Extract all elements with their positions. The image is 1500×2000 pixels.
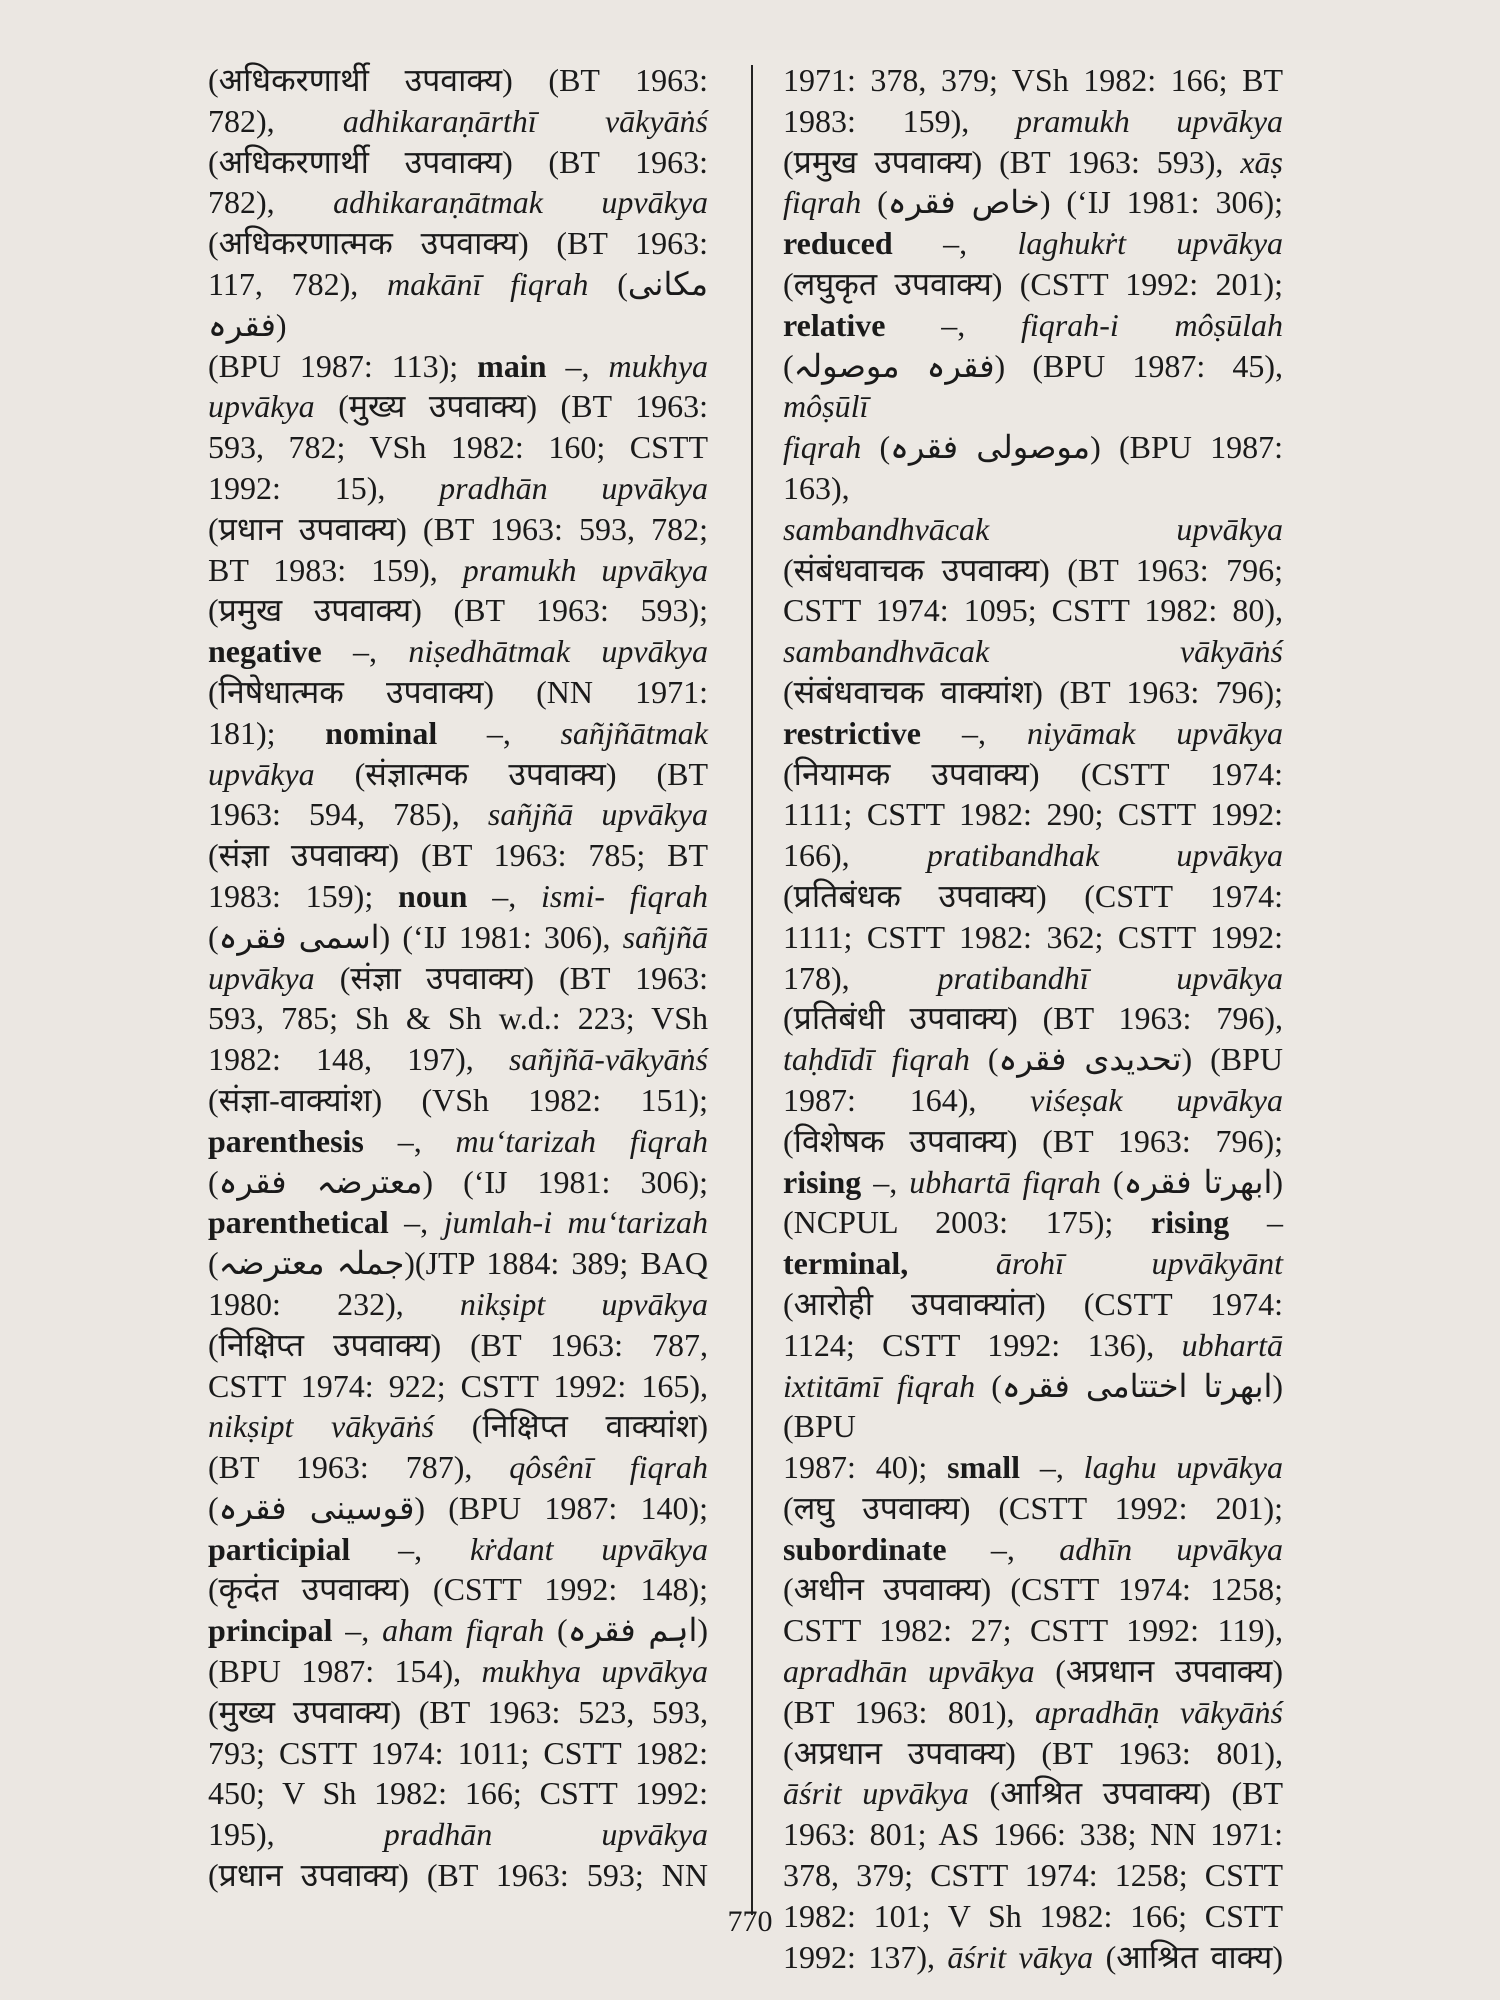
text-line bbox=[208, 550, 708, 591]
text-line bbox=[783, 182, 1283, 223]
text-line bbox=[783, 223, 1283, 264]
transliteration: upvākya bbox=[1176, 837, 1284, 874]
text-line bbox=[783, 1773, 1283, 1814]
headword: terminal, bbox=[783, 1245, 909, 1282]
entry-text: –, bbox=[885, 306, 1021, 343]
entry-text: (प्रधान उपवाक्य) (BT 1963: 593; NN bbox=[208, 1857, 708, 1894]
text-line bbox=[208, 1814, 708, 1855]
page-number: 770 bbox=[727, 1905, 773, 1938]
transliteration: upvākya bbox=[1176, 714, 1283, 751]
transliteration: upvākya bbox=[208, 959, 315, 996]
entry-text: 593, 785; Sh & Sh w.d.: 223; VSh bbox=[208, 1000, 708, 1037]
entry-text: (NCPUL 2003: 175); bbox=[783, 1204, 1152, 1241]
transliteration: qôsênī fiqrah bbox=[509, 1449, 709, 1486]
transliteration: pratibandhak bbox=[926, 837, 1100, 874]
transliteration: adhikaraṇārthī bbox=[342, 102, 537, 139]
entry-text: (निषेधात्मक उपवाक्य) (NN 1971: bbox=[208, 673, 708, 710]
entry-text bbox=[570, 633, 601, 669]
entry-text bbox=[1135, 715, 1176, 751]
entry-text: –, bbox=[861, 1163, 910, 1200]
entry-text bbox=[1089, 960, 1177, 996]
entry-text bbox=[554, 1531, 602, 1567]
entry-text: –, bbox=[350, 1530, 470, 1567]
entry-text: (मुख्य उपवाक्य) (BT 1963: 523, 593, bbox=[208, 1693, 708, 1730]
text-line bbox=[208, 1202, 708, 1243]
transliteration: mukhya upvākya bbox=[481, 1653, 709, 1690]
transliteration: ubhartā fiqrah bbox=[909, 1163, 1101, 1200]
entry-text: (موصولی فقرہ) (BPU 1987: 163), bbox=[783, 429, 1284, 506]
entry-text bbox=[989, 511, 1176, 547]
column-divider bbox=[751, 65, 753, 1915]
text-line bbox=[783, 305, 1283, 346]
text-line bbox=[208, 101, 708, 142]
entry-text: (خاص فقرہ) (‘IJ 1981: 306); bbox=[861, 184, 1284, 221]
entry-text bbox=[576, 552, 601, 588]
text-line bbox=[783, 1651, 1283, 1692]
entry-text bbox=[492, 1816, 601, 1852]
entry-text: CSTT 1982: 27; CSTT 1992: 119), bbox=[783, 1612, 1283, 1649]
transliteration: nikṣipt bbox=[459, 1285, 546, 1322]
text-line bbox=[783, 1529, 1283, 1570]
transliteration: āśrit upvākya bbox=[783, 1775, 969, 1812]
entry-text bbox=[1123, 1082, 1177, 1118]
entry-text: 1987: 164), bbox=[783, 1081, 1031, 1118]
text-line bbox=[783, 1366, 1283, 1448]
entry-text: (جملہ معترضہ)(JTP 1884: 389; BAQ bbox=[208, 1245, 709, 1282]
entry-text bbox=[1132, 1531, 1176, 1567]
text-line bbox=[783, 876, 1283, 917]
entry-text: (BPU 1987: 154), bbox=[208, 1653, 482, 1690]
entry-text bbox=[1064, 1245, 1152, 1281]
entry-text: –, bbox=[437, 714, 561, 751]
entry-text: (मुख्य उपवाक्य) (BT 1963: bbox=[314, 388, 708, 425]
text-line bbox=[783, 998, 1283, 1039]
transliteration: upvākya bbox=[208, 755, 315, 792]
entry-text: (आश्रित वाक्य) bbox=[1093, 1938, 1283, 1975]
entry-text: (अधिकरणार्थी उपवाक्य) (BT 1963: bbox=[208, 62, 708, 98]
entry-text: (निक्षिप्त उपवाक्य) (BT 1963: 787, bbox=[208, 1326, 708, 1363]
left-column bbox=[208, 60, 708, 1896]
text-line bbox=[783, 631, 1283, 672]
transliteration: upvākya bbox=[1176, 1081, 1283, 1118]
text-line bbox=[783, 794, 1283, 835]
transliteration: vākyāṅś bbox=[604, 102, 708, 139]
entry-text: (اہم فقرہ) bbox=[544, 1612, 709, 1649]
text-line bbox=[783, 672, 1283, 713]
text-line bbox=[783, 958, 1283, 999]
entry-text: (प्रधान उपवाक्य) (BT 1963: 593, 782; bbox=[208, 510, 708, 547]
entry-text: 1983: 159); bbox=[208, 877, 399, 914]
transliteration: sañjñā-vākyāṅś bbox=[508, 1041, 708, 1078]
text-line bbox=[208, 876, 708, 917]
headword: subordinate bbox=[783, 1530, 947, 1567]
entry-text: (संबंधवाचक उपवाक्य) (BT 1963: 796; bbox=[783, 551, 1283, 588]
text-line bbox=[208, 1569, 708, 1610]
entry-text: (ابھرتا اختتامی فقرہ) (BPU bbox=[783, 1367, 1284, 1445]
transliteration: sañjñā bbox=[622, 918, 709, 955]
transliteration: mukhya bbox=[608, 347, 709, 384]
transliteration: upvākya bbox=[601, 633, 708, 670]
text-line bbox=[208, 1121, 708, 1162]
transliteration: upvākyānt bbox=[1151, 1245, 1284, 1282]
text-line bbox=[783, 1855, 1283, 1896]
text-line bbox=[208, 794, 708, 835]
transliteration: ārohī bbox=[995, 1245, 1064, 1282]
entry-text: 782), bbox=[208, 184, 334, 221]
entry-text: (आश्रित उपवाक्य) (BT bbox=[968, 1775, 1283, 1812]
text-line bbox=[783, 590, 1283, 631]
text-line bbox=[208, 631, 708, 672]
text-line bbox=[208, 427, 708, 468]
transliteration: mu‘tarizah fiqrah bbox=[455, 1122, 708, 1159]
transliteration: ubhartā bbox=[1181, 1326, 1283, 1363]
text-line bbox=[783, 142, 1283, 183]
entry-text: BT 1983: 159), bbox=[208, 551, 463, 588]
transliteration: sañjñātmak bbox=[560, 714, 708, 751]
transliteration: upvākya bbox=[601, 551, 709, 588]
text-line bbox=[208, 1366, 708, 1407]
entry-text: 1124; CSTT 1992: 136), bbox=[783, 1326, 1182, 1363]
transliteration: môṣūlī bbox=[783, 388, 869, 425]
transliteration: niyāmak bbox=[1026, 714, 1136, 751]
transliteration: apradhān upvākya bbox=[783, 1653, 1035, 1690]
entry-text: (प्रमुख उपवाक्य) (BT 1963: 593), bbox=[783, 143, 1241, 180]
transliteration: fiqrah bbox=[783, 184, 862, 221]
entry-text: 166), bbox=[783, 837, 927, 874]
entry-text: 1992: 137), bbox=[783, 1938, 948, 1975]
transliteration: adhīn bbox=[1059, 1530, 1133, 1567]
transliteration: sambandhvācak bbox=[783, 633, 990, 670]
headword: restrictive bbox=[783, 714, 921, 751]
entry-text: 1980: 232), bbox=[208, 1285, 460, 1322]
headword: relative bbox=[783, 306, 886, 343]
entry-text: –, bbox=[321, 633, 409, 670]
text-line bbox=[208, 346, 708, 387]
text-line bbox=[208, 917, 708, 958]
text-line bbox=[783, 550, 1283, 591]
entry-text: 782), bbox=[208, 102, 343, 139]
entry-text: –, bbox=[920, 714, 1027, 751]
headword: small bbox=[947, 1449, 1020, 1486]
headword: principal bbox=[208, 1612, 333, 1649]
headword: rising bbox=[1151, 1204, 1230, 1241]
entry-text bbox=[1130, 103, 1177, 139]
transliteration: môṣūlah bbox=[1174, 306, 1283, 343]
entry-text bbox=[543, 184, 602, 220]
entry-text: (लघुकृत उपवाक्य) (CSTT 1992: 201); bbox=[783, 265, 1283, 302]
transliteration: fiqrah-i bbox=[1021, 306, 1119, 343]
transliteration: xāṣ bbox=[1240, 143, 1283, 180]
transliteration: upvākya bbox=[601, 469, 708, 506]
entry-text: (संबंधवाचक वाक्यांश) (BT 1963: 796); bbox=[783, 673, 1283, 710]
text-line bbox=[783, 917, 1283, 958]
text-line bbox=[208, 509, 708, 550]
text-line bbox=[208, 142, 708, 183]
headword: reduced bbox=[783, 225, 893, 262]
text-line bbox=[783, 60, 1283, 101]
text-line bbox=[208, 1243, 708, 1284]
entry-text: (संज्ञा-वाक्यांश) (VSh 1982: 151); bbox=[208, 1081, 708, 1118]
entry-text: (अधिकरणार्थी उपवाक्य) (BT 1963: bbox=[208, 143, 708, 180]
text-line bbox=[208, 223, 708, 264]
text-line bbox=[783, 835, 1283, 876]
text-line bbox=[208, 468, 708, 509]
transliteration: upvākya bbox=[601, 184, 709, 221]
entry-text: 181); bbox=[208, 714, 326, 751]
transliteration: apradhāṇ vākyāṅś bbox=[1035, 1693, 1284, 1730]
text-line bbox=[783, 1325, 1283, 1366]
entry-text: (अधिकरणात्मक उपवाक्य) (BT 1963: bbox=[208, 225, 708, 262]
text-line bbox=[783, 1447, 1283, 1488]
transliteration: ismi- fiqrah bbox=[540, 877, 709, 914]
entry-text: –, bbox=[332, 1612, 383, 1649]
entry-text: (معترضہ فقرہ) (‘IJ 1981: 306); bbox=[208, 1163, 708, 1200]
headword: main bbox=[477, 347, 547, 384]
text-line bbox=[208, 835, 708, 876]
entry-text: –, bbox=[388, 1204, 444, 1241]
entry-text: –, bbox=[946, 1530, 1060, 1567]
text-line bbox=[783, 346, 1283, 428]
entry-text: 1963: 801; AS 1966: 338; NN 1971: bbox=[783, 1816, 1283, 1853]
text-line bbox=[783, 1569, 1283, 1610]
entry-text: CSTT 1974: 922; CSTT 1992: 165), bbox=[208, 1367, 708, 1404]
text-line bbox=[783, 1284, 1283, 1325]
transliteration: pratibandhī bbox=[937, 959, 1089, 996]
text-line bbox=[208, 1488, 708, 1529]
text-line bbox=[208, 754, 708, 795]
transliteration: pramukh bbox=[462, 551, 577, 588]
text-line bbox=[783, 713, 1283, 754]
entry-text: (प्रमुख उपवाक्य) (BT 1963: 593); bbox=[208, 592, 708, 629]
headword: parenthesis bbox=[208, 1122, 364, 1159]
headword: parenthetical bbox=[208, 1204, 389, 1241]
text-line bbox=[783, 1243, 1283, 1284]
entry-text: (قوسینی فقرہ) (BPU 1987: 140); bbox=[208, 1489, 709, 1526]
entry-text: (संज्ञात्मक उपवाक्य) (BT bbox=[314, 755, 708, 792]
text-line bbox=[208, 958, 708, 999]
headword: rising bbox=[783, 1163, 862, 1200]
entry-text: (ابھرتا فقرہ) bbox=[1100, 1163, 1284, 1200]
transliteration: pramukh bbox=[1015, 102, 1130, 139]
transliteration: laghu upvākya bbox=[1083, 1449, 1284, 1486]
entry-text: (अधीन उपवाक्य) (CSTT 1974: 1258; bbox=[783, 1571, 1283, 1608]
entry-text: (تحدیدی فقرہ) (BPU bbox=[969, 1041, 1283, 1078]
entry-text bbox=[548, 470, 602, 506]
transliteration: upvākya bbox=[1176, 510, 1283, 547]
entry-text: 1971: 378, 379; VSh 1982: 166; BT bbox=[783, 62, 1283, 98]
transliteration: nikṣipt vākyāṅś bbox=[208, 1408, 435, 1445]
entry-text: (BT 1963: 801), bbox=[783, 1693, 1035, 1730]
headword: noun bbox=[398, 877, 468, 914]
text-line bbox=[208, 1447, 708, 1488]
entry-text bbox=[545, 1286, 601, 1322]
entry-text: (अप्रधान उपवाक्य) (BT 1963: 801), bbox=[783, 1734, 1283, 1771]
text-line bbox=[208, 264, 708, 346]
entry-text: (प्रतिबंधी उपवाक्य) (BT 1963: 796), bbox=[783, 1000, 1283, 1037]
transliteration: upvākya bbox=[1176, 102, 1284, 139]
entry-text bbox=[1126, 225, 1176, 261]
text-line bbox=[208, 998, 708, 1039]
headword: participial bbox=[208, 1530, 351, 1567]
entry-text: 1111; CSTT 1982: 362; CSTT 1992: bbox=[783, 918, 1283, 955]
text-line bbox=[783, 427, 1283, 509]
transliteration: upvākya bbox=[601, 1816, 708, 1853]
entry-text: (प्रतिबंधक उपवाक्य) (CSTT 1974: bbox=[783, 877, 1283, 914]
text-line bbox=[208, 182, 708, 223]
entry-text: (लघु उपवाक्य) (CSTT 1992: 201); bbox=[783, 1489, 1283, 1526]
entry-text: 793; CSTT 1974: 1011; CSTT 1982: bbox=[208, 1734, 708, 1771]
text-line bbox=[208, 1610, 708, 1651]
text-line bbox=[783, 754, 1283, 795]
entry-text bbox=[537, 103, 605, 139]
text-line bbox=[783, 1733, 1283, 1774]
text-line bbox=[783, 1162, 1283, 1203]
entry-text bbox=[1119, 307, 1175, 343]
entry-text: (BT 1963: 787), bbox=[208, 1449, 510, 1486]
text-line bbox=[783, 1814, 1283, 1855]
entry-text: –, bbox=[892, 225, 1018, 262]
text-line bbox=[208, 590, 708, 631]
entry-text: (नियामक उपवाक्य) (CSTT 1974: bbox=[783, 755, 1283, 792]
entry-text: (संज्ञा उपवाक्य) (BT 1963: bbox=[314, 959, 708, 996]
entry-text: 593, 782; VSh 1982: 160; CSTT bbox=[208, 429, 708, 466]
transliteration: kṙdant bbox=[469, 1530, 554, 1567]
entry-text: – bbox=[1229, 1204, 1284, 1241]
entry-text: –, bbox=[1020, 1449, 1084, 1486]
text-line bbox=[783, 509, 1283, 550]
entry-text: 378, 379; CSTT 1974: 1258; CSTT bbox=[783, 1857, 1283, 1894]
entry-text: (اسمی فقرہ) (‘IJ 1981: 306), bbox=[208, 918, 623, 955]
text-line bbox=[208, 713, 708, 754]
entry-text: (अप्रधान उपवाक्य) bbox=[1034, 1653, 1284, 1690]
entry-text: 1982: 148, 197), bbox=[208, 1041, 509, 1078]
entry-text: –, bbox=[546, 347, 609, 384]
transliteration: niṣedhātmak bbox=[408, 633, 571, 670]
transliteration: fiqrah bbox=[783, 429, 862, 466]
text-line bbox=[783, 1202, 1283, 1243]
transliteration: aham fiqrah bbox=[382, 1612, 545, 1649]
text-line bbox=[783, 1610, 1283, 1651]
text-line bbox=[208, 1284, 708, 1325]
text-line bbox=[208, 1529, 708, 1570]
text-line bbox=[208, 1080, 708, 1121]
entry-text: 1992: 15), bbox=[208, 469, 440, 506]
transliteration: āśrit vākya bbox=[947, 1938, 1094, 1975]
text-line bbox=[208, 60, 708, 101]
entry-text: (مکانی فقرہ) bbox=[208, 265, 709, 343]
text-line bbox=[208, 1855, 708, 1896]
entry-text bbox=[1099, 837, 1176, 873]
transliteration: taḥdīdī fiqrah bbox=[783, 1041, 970, 1078]
transliteration: viśeṣak bbox=[1030, 1081, 1123, 1118]
entry-text: 1963: 594, 785), bbox=[208, 796, 488, 833]
transliteration: laghukṙt bbox=[1017, 225, 1126, 262]
transliteration: upvākya bbox=[1176, 959, 1284, 996]
entry-text: 1983: 159), bbox=[783, 102, 1016, 139]
transliteration: ixtitāmī fiqrah bbox=[783, 1367, 976, 1404]
entry-text bbox=[908, 1245, 996, 1281]
text-line bbox=[208, 672, 708, 713]
entry-text: (कृदंत उपवाक्य) (CSTT 1992: 148); bbox=[208, 1571, 708, 1608]
text-line bbox=[783, 264, 1283, 305]
entry-text: –, bbox=[467, 877, 541, 914]
text-line bbox=[208, 1651, 708, 1692]
transliteration: pradhān bbox=[439, 469, 548, 506]
text-line bbox=[208, 1162, 708, 1203]
entry-text: 1982: 101; V Sh 1982: 166; CSTT bbox=[783, 1897, 1283, 1934]
entry-text bbox=[989, 633, 1180, 669]
headword: negative bbox=[208, 633, 322, 670]
entry-text: –, bbox=[363, 1122, 456, 1159]
text-line bbox=[783, 1039, 1283, 1080]
transliteration: upvākya bbox=[1176, 1530, 1284, 1567]
text-line bbox=[783, 1488, 1283, 1529]
transliteration: sambandhvācak bbox=[783, 510, 990, 547]
entry-text: CSTT 1974: 1095; CSTT 1982: 80), bbox=[783, 592, 1283, 629]
text-line bbox=[208, 1325, 708, 1366]
entry-text: 450; V Sh 1982: 166; CSTT 1992: bbox=[208, 1775, 708, 1812]
text-line bbox=[208, 1039, 708, 1080]
transliteration: vākyāṅś bbox=[1179, 633, 1283, 670]
entry-text: 117, 782), bbox=[208, 265, 388, 302]
entry-text: 195), bbox=[208, 1816, 384, 1853]
entry-text: (विशेषक उपवाक्य) (BT 1963: 796); bbox=[783, 1122, 1283, 1159]
transliteration: upvākya bbox=[1176, 225, 1284, 262]
transliteration: upvākya bbox=[208, 388, 315, 425]
text-line bbox=[208, 386, 708, 427]
entry-text: (BPU 1987: 113); bbox=[208, 347, 478, 384]
transliteration: adhikaraṇātmak bbox=[333, 184, 543, 221]
entry-text: 178), bbox=[783, 959, 938, 996]
text-line bbox=[208, 1773, 708, 1814]
transliteration: makānī fiqrah bbox=[387, 265, 589, 302]
text-line bbox=[208, 1406, 708, 1447]
transliteration: jumlah-i mu‘tarizah bbox=[443, 1204, 709, 1241]
right-column bbox=[783, 60, 1283, 1977]
text-line bbox=[783, 1080, 1283, 1121]
text-line bbox=[783, 1937, 1283, 1978]
text-line bbox=[783, 1692, 1283, 1733]
entry-text: (निक्षिप्त वाक्यांश) bbox=[434, 1408, 708, 1445]
entry-text: (संज्ञा उपवाक्य) (BT 1963: 785; BT bbox=[208, 837, 708, 874]
entry-text: (आरोही उपवाक्यांत) (CSTT 1974: bbox=[783, 1285, 1283, 1322]
text-line bbox=[783, 101, 1283, 142]
entry-text: 1987: 40); bbox=[783, 1449, 948, 1486]
text-line bbox=[208, 1692, 708, 1733]
entry-text: (فقرہ موصولہ) (BPU 1987: 45), bbox=[783, 347, 1284, 384]
transliteration: upvākya bbox=[601, 1285, 708, 1322]
transliteration: pradhān bbox=[383, 1816, 493, 1853]
text-line bbox=[208, 1733, 708, 1774]
transliteration: sañjñā upvākya bbox=[487, 796, 708, 833]
entry-text: 1111; CSTT 1982: 290; CSTT 1992: bbox=[783, 796, 1283, 833]
headword: nominal bbox=[325, 714, 438, 751]
dictionary-page bbox=[160, 50, 1340, 1975]
text-line bbox=[783, 1121, 1283, 1162]
transliteration: upvākya bbox=[601, 1530, 708, 1567]
